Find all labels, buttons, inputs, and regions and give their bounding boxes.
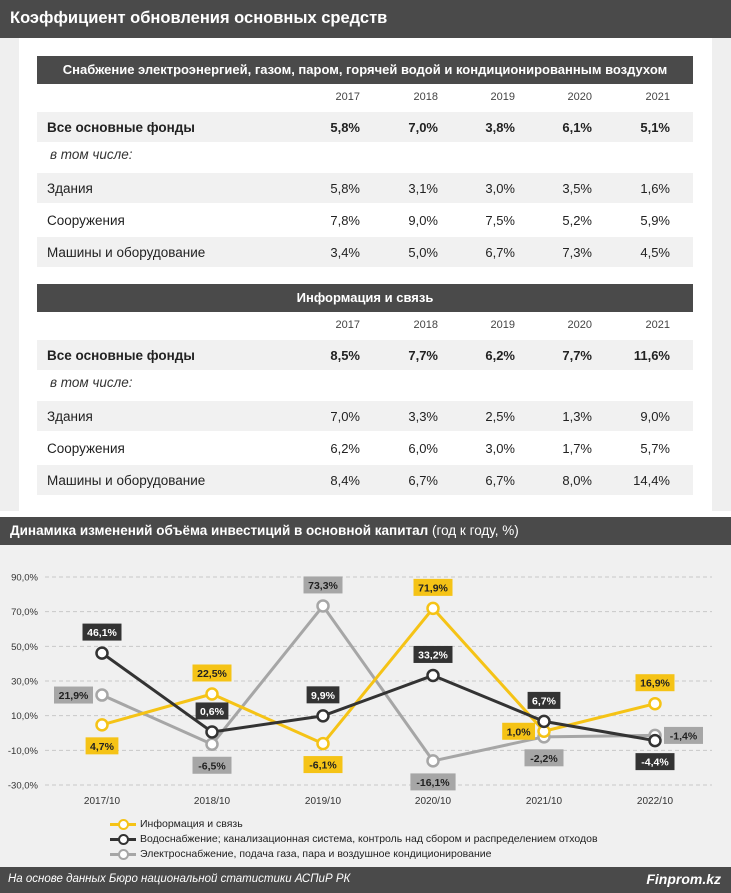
data-point (318, 738, 329, 749)
legend-label: Информация и связь (140, 818, 243, 830)
data-point (318, 710, 329, 721)
y-tick-label: -30,0% (7, 780, 38, 792)
data-label: 6,7% (532, 695, 556, 708)
table-cell: 3,0% (485, 441, 515, 456)
table-cell: 1,7% (562, 441, 592, 456)
data-point (318, 600, 329, 611)
year-header: 2020 (567, 91, 592, 103)
data-point (97, 690, 108, 701)
table-cell: 7,8% (330, 213, 360, 228)
year-header: 2021 (645, 319, 670, 331)
data-point (207, 726, 218, 737)
table-cell: 5,1% (640, 120, 670, 135)
table-cell: 3,3% (408, 409, 438, 424)
y-tick-label: 90,0% (11, 572, 38, 584)
data-label: 16,9% (640, 677, 670, 690)
table-cell: 8,0% (562, 473, 592, 488)
data-label: 4,7% (90, 740, 114, 753)
chart-title (10, 523, 519, 538)
data-point (97, 719, 108, 730)
data-point (428, 670, 439, 681)
table-row-shade (37, 173, 693, 203)
row-label: Сооружения (47, 213, 125, 228)
data-label: -4,4% (641, 756, 669, 769)
year-header: 2017 (335, 91, 360, 103)
data-point (650, 698, 661, 709)
data-label: -1,4% (669, 730, 698, 743)
legend-item (110, 833, 598, 845)
table-cell: 4,5% (640, 245, 670, 260)
chart-title-rest: (год к году, %) (431, 523, 519, 538)
table-cell: 3,0% (485, 181, 515, 196)
table-cell: 1,6% (640, 181, 670, 196)
table-cell: 5,8% (330, 120, 360, 135)
year-header: 2019 (490, 91, 515, 103)
data-label: -6,1% (309, 759, 337, 772)
chart-title-bold: Динамика изменений объёма инвестиций в основной капитал (10, 523, 429, 538)
x-tick-label: 2022/10 (636, 796, 674, 807)
data-point (650, 735, 661, 746)
section-header: Информация и связь (37, 284, 693, 312)
brand-logo: Finprom.kz (646, 871, 721, 887)
table-cell: 5,2% (562, 213, 592, 228)
data-point (428, 603, 439, 614)
table-cell: 2,5% (485, 409, 515, 424)
table-cell: 5,7% (640, 441, 670, 456)
table-cell: 7,7% (408, 348, 438, 363)
year-header: 2017 (335, 319, 360, 331)
table-cell: 5,9% (640, 213, 670, 228)
x-tick-label: 2019/10 (304, 796, 342, 807)
table-cell: 3,1% (408, 181, 438, 196)
data-point (207, 739, 218, 750)
legend-swatch-icon (110, 834, 136, 844)
x-tick-label: 2021/10 (525, 796, 563, 807)
table-cell: 6,7% (485, 245, 515, 260)
table-cell: 5,8% (330, 181, 360, 196)
data-point (97, 648, 108, 659)
row-label: в том числе: (50, 375, 133, 390)
year-header: 2021 (645, 91, 670, 103)
data-label: 33,2% (418, 649, 448, 662)
table-cell: 6,0% (408, 441, 438, 456)
row-label: Все основные фонды (47, 120, 195, 135)
table-cell: 6,7% (485, 473, 515, 488)
source-note: На основе данных Бюро национальной статистики АСПиР РК (8, 873, 351, 885)
table-cell: 5,0% (408, 245, 438, 260)
row-label: в том числе: (50, 147, 133, 162)
legend-item (110, 848, 492, 860)
table-cell: 8,5% (330, 348, 360, 363)
table-cell: 3,5% (562, 181, 592, 196)
year-header: 2018 (413, 319, 438, 331)
table-cell: 7,0% (330, 409, 360, 424)
y-tick-label: 30,0% (11, 676, 38, 688)
series-line (102, 608, 655, 743)
series-line (102, 606, 655, 761)
page-title: Коэффициент обновления основных средств (10, 9, 388, 27)
legend-item (110, 818, 243, 830)
table-cell: 7,0% (408, 120, 438, 135)
y-tick-label: 70,0% (11, 607, 38, 619)
main-header (0, 0, 731, 38)
chart-header (0, 517, 731, 545)
table-cell: 3,8% (485, 120, 515, 135)
table-cell: 8,4% (330, 473, 360, 488)
data-point (428, 755, 439, 766)
x-tick-label: 2018/10 (193, 796, 231, 807)
data-point (207, 689, 218, 700)
table-cell: 9,0% (408, 213, 438, 228)
data-label: -6,5% (198, 760, 226, 773)
row-label: Сооружения (47, 441, 125, 456)
year-header: 2020 (567, 319, 592, 331)
data-label: 21,9% (58, 690, 89, 703)
table-cell: 9,0% (640, 409, 670, 424)
year-header: 2018 (413, 91, 438, 103)
data-label: 46,1% (87, 627, 117, 640)
table-cell: 7,3% (562, 245, 592, 260)
data-label: 22,5% (197, 668, 227, 680)
table-cell: 7,7% (562, 348, 592, 363)
y-tick-label: 10,0% (11, 711, 38, 723)
table-cell: 1,3% (562, 409, 592, 424)
row-label: Все основные фонды (47, 348, 195, 363)
data-label: -16,1% (416, 776, 450, 789)
data-label: 73,3% (308, 579, 338, 592)
data-label: 71,9% (418, 582, 448, 595)
legend-label: Электроснабжение, подача газа, пара и воздушное кондиционирование (140, 848, 492, 860)
data-label: 0,6% (200, 705, 224, 718)
row-label: Здания (47, 409, 93, 424)
y-tick-label: 50,0% (11, 641, 38, 653)
table-cell: 6,7% (408, 473, 438, 488)
table-cell: 11,6% (633, 348, 670, 363)
data-label: 9,9% (311, 689, 335, 702)
y-tick-label: -10,0% (7, 745, 38, 757)
data-label: 1,0% (506, 726, 531, 739)
table-cell: 6,2% (485, 348, 515, 363)
table-cell: 14,4% (633, 473, 670, 488)
table-cell: 6,1% (562, 120, 592, 135)
table-cell: 3,4% (330, 245, 360, 260)
table-cell: 7,5% (485, 213, 515, 228)
row-label: Здания (47, 181, 93, 196)
series-line (102, 653, 655, 741)
section-header: Снабжение электроэнергией, газом, паром, горячей водой и кондиционированным воздухом (37, 56, 693, 84)
data-point (539, 716, 550, 727)
x-tick-label: 2020/10 (414, 796, 452, 807)
row-label: Машины и оборудование (47, 245, 206, 260)
legend-label: Водоснабжение; канализационная система, контроль над сбором и распределением отходов (140, 833, 598, 845)
table-row-shade (37, 401, 693, 431)
row-label: Машины и оборудование (47, 473, 206, 488)
footer (0, 867, 731, 893)
x-tick-label: 2017/10 (83, 796, 121, 807)
data-label: -2,2% (530, 752, 558, 765)
year-header: 2019 (490, 319, 515, 331)
table-cell: 6,2% (330, 441, 360, 456)
legend-swatch-icon (110, 819, 136, 829)
legend-swatch-icon (110, 849, 136, 859)
